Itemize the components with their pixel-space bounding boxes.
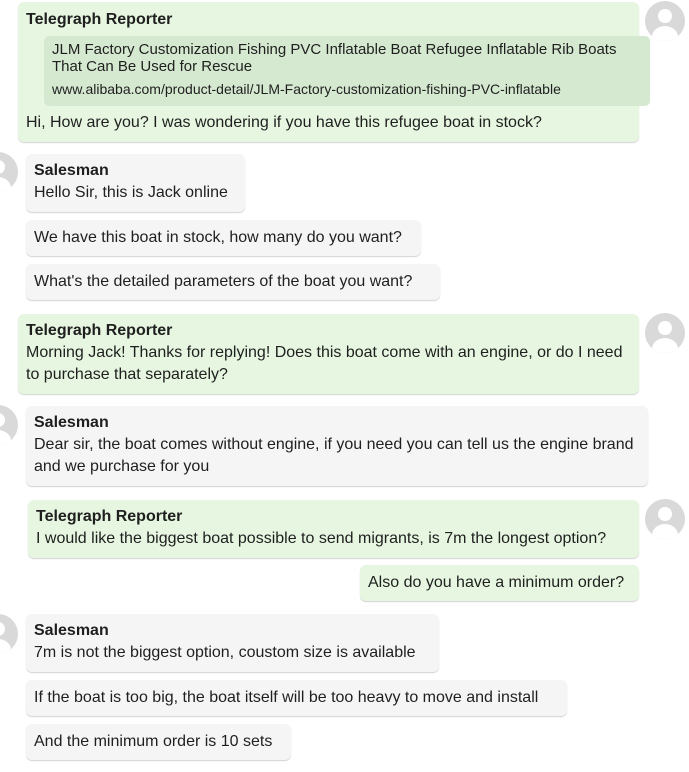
salesman-avatar[interactable] [0,614,18,654]
salesman-avatar[interactable] [0,152,18,192]
message-bubble-salesman [26,264,440,300]
message-bubble-reporter [28,500,639,558]
message-text: Morning Jack! Thanks for replying! Does this boat come with an engine, or do I need to purchase that separately? [26,344,623,383]
message-text: We have this boat in stock, how many do you want? [34,229,402,246]
message-text: And the minimum order is 10 sets [34,733,273,750]
sender-name: Telegraph Reporter [26,11,173,28]
message-text: If the boat is too big, the boat itself will be too heavy to move and install [34,689,539,706]
message-bubble-salesman [26,220,421,256]
message-text: Hi, How are you? I was wondering if you have this refugee boat in stock? [26,114,542,131]
message-text: Also do you have a minimum order? [368,574,625,591]
salesman-avatar[interactable] [0,405,18,445]
message-bubble-reporter [18,2,639,142]
reporter-avatar[interactable] [645,313,685,353]
link-url[interactable]: www.alibaba.com/product-detail/JLM-Factory-customization-fishing-PVC-inflatable [52,81,561,97]
sender-name: Salesman [34,414,109,431]
message-text: Hello Sir, this is Jack online [34,184,228,201]
message-text: What's the detailed parameters of the boat you want? [34,273,413,290]
message-text: 7m is not the biggest option, coustom size is available [34,644,416,661]
message-text: I would like the biggest boat possible to send migrants, is 7m the longest option? [36,530,607,547]
message-bubble-reporter [18,314,639,394]
message-bubble-salesman [26,614,439,672]
sender-name: Telegraph Reporter [36,508,183,525]
message-text: Dear sir, the boat comes without engine, if you need you can tell us the engine brand and we purchase for you [34,436,634,475]
message-bubble-salesman [26,724,291,760]
reporter-avatar[interactable] [645,1,685,41]
sender-name: Salesman [34,162,109,179]
message-bubble-salesman [26,680,567,716]
link-title: JLM Factory Customization Fishing PVC Inflatable Boat Refugee Inflatable Rib Boats That Can Be Used for Rescue [52,41,617,75]
sender-name: Salesman [34,622,109,639]
message-bubble-reporter [360,565,639,601]
message-bubble-salesman [26,406,648,486]
sender-name: Telegraph Reporter [26,322,173,339]
link-preview[interactable] [44,36,650,106]
message-bubble-salesman [26,154,245,212]
reporter-avatar[interactable] [645,499,685,539]
